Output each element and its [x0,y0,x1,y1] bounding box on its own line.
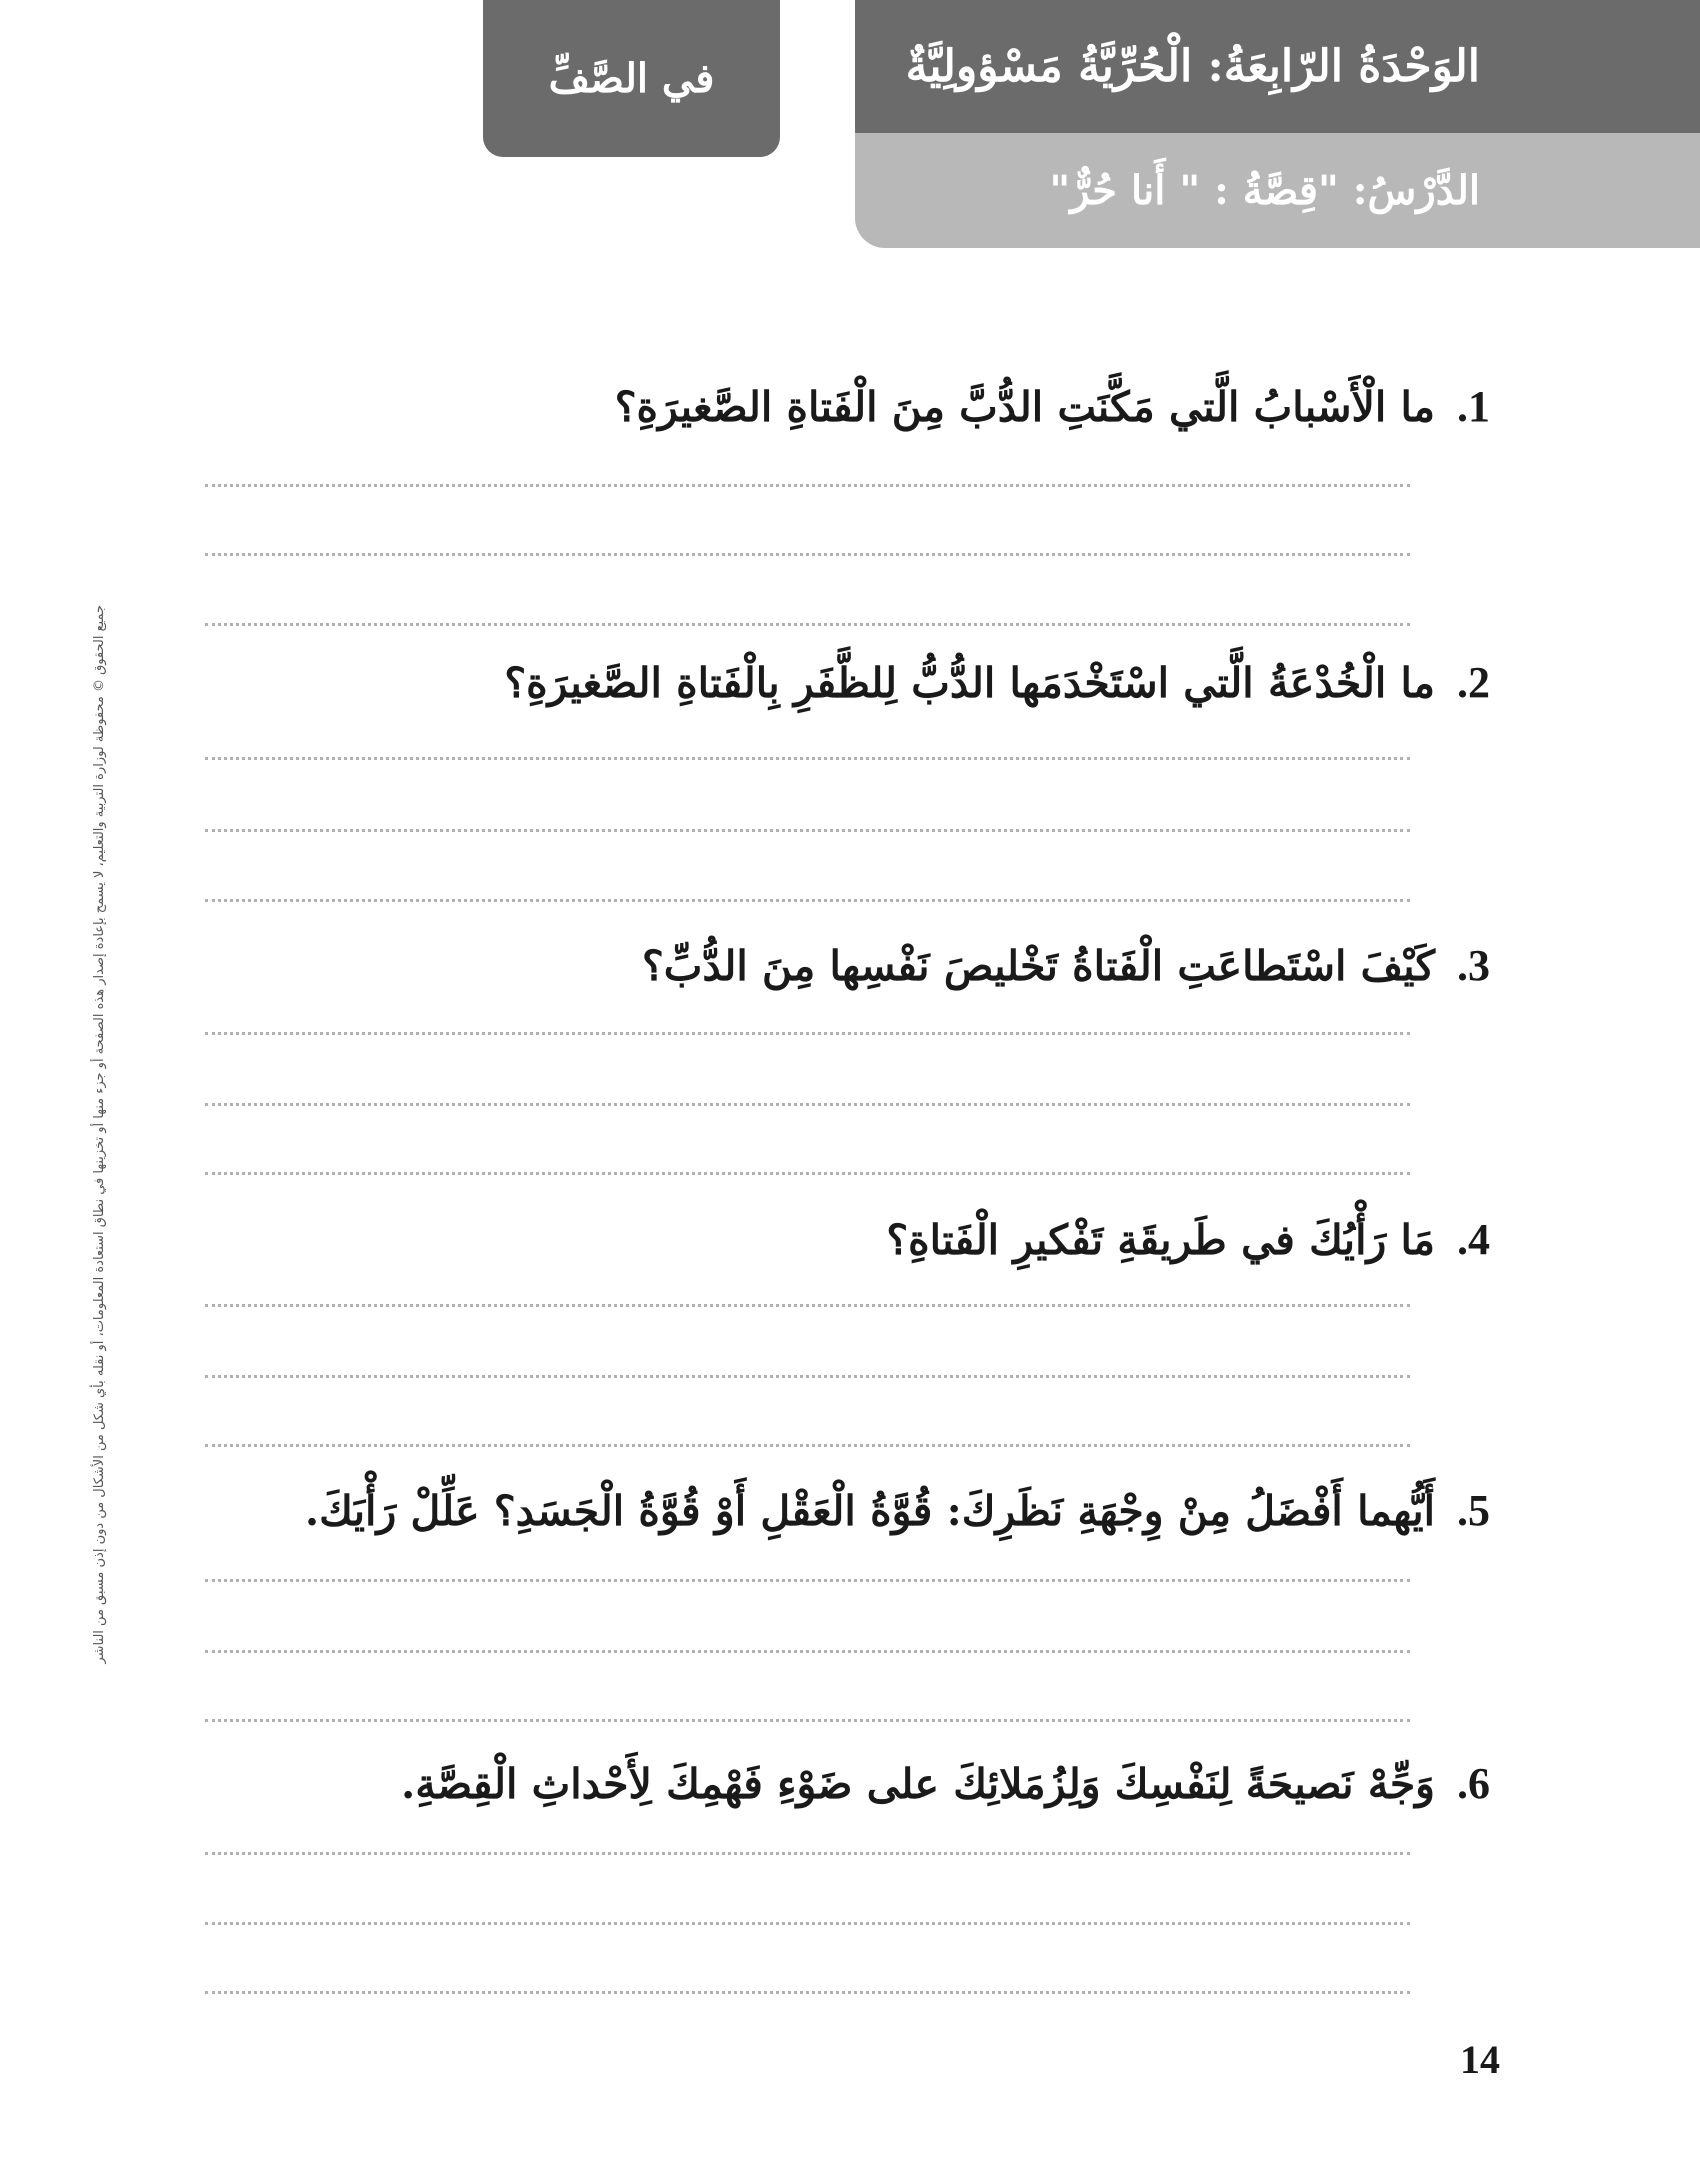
answer-line[interactable] [205,757,1410,760]
answer-line[interactable] [205,484,1410,487]
answer-line[interactable] [205,1650,1410,1653]
question-text: أَيُّهما أَفْضَلُ مِنْ وِجْهَةِ نَظَرِكَ: قُوَّةُ الْعَقْلِ أَوْ قُوَّةُ الْجَسَدِ؟ عَلِّلْ رَأْيَكَ. [304,1487,1435,1535]
question-text: ما الْخُدْعَةُ الَّتي اسْتَخْدَمَها الدُّبُّ لِلظَّفَرِ بِالْفَتاةِ الصَّغيرَةِ؟ [504,659,1435,707]
answer-line[interactable] [205,1922,1410,1925]
lesson-title-bar [855,133,1700,248]
answer-line[interactable] [205,1719,1410,1722]
answer-line[interactable] [205,1172,1410,1175]
page-number: 14 [1460,2037,1500,2082]
unit-title-bar [855,0,1700,133]
page-header [855,0,1700,248]
class-tab-label: في الصَّفِّ [548,55,715,102]
answer-line[interactable] [205,553,1410,556]
answer-line[interactable] [205,1444,1410,1447]
unit-title: الوَحْدَةُ الرّابِعَةُ: الْحُرِّيَّةُ مَسْؤولِيَّةٌ [905,41,1480,92]
question-number: 5. [1457,1486,1490,1535]
question-number: 6. [1457,1759,1490,1808]
question-text: مَا رَأْيُكَ في طَريقَةِ تَفْكيرِ الْفَتاةِ؟ [886,1216,1435,1264]
question-5 [200,1481,1490,1541]
class-tab [483,0,780,157]
answer-line[interactable] [205,1375,1410,1378]
question-3 [200,936,1490,996]
answer-line[interactable] [205,1991,1410,1994]
answer-line[interactable] [205,1852,1410,1855]
question-number: 4. [1457,1215,1490,1264]
lesson-title: الدَّرْسُ: "قِصَّةُ : " أَنا حُرٌّ" [1049,167,1480,214]
question-text: وَجِّهْ نَصيحَةً لِنَفْسِكَ وَلِزُمَلائِكَ على ضَوْءِ فَهْمِكَ لِأَحْداثِ الْقِصَّةِ. [400,1760,1435,1808]
copyright-note: جميع الحقوق © محفوظة لوزارة التربية والتعليم، لا يسمح بإعادة إصدار هذه الصفحة أو جزء منها أو تخزينها في نطاق استعادة المعلومات، أو نقله بأي شكل من الأشكال من دون إذن مسبق من الناشر [92,605,107,1664]
answer-line[interactable] [205,1304,1410,1307]
answer-line[interactable] [205,1103,1410,1106]
question-1 [200,377,1490,437]
answer-line[interactable] [205,1032,1410,1035]
answer-line[interactable] [205,899,1410,902]
question-number: 2. [1457,658,1490,707]
answer-line[interactable] [205,1579,1410,1582]
question-4 [200,1210,1490,1270]
question-2 [200,653,1490,713]
question-text: كَيْفَ اسْتَطاعَتِ الْفَتاةُ تَخْليصَ نَفْسِها مِنَ الدُّبِّ؟ [641,942,1435,990]
answer-line[interactable] [205,623,1410,626]
question-text: ما الْأَسْبابُ الَّتي مَكَّنَتِ الدُّبَّ مِنَ الْفَتاةِ الصَّغيرَةِ؟ [614,383,1435,431]
question-number: 3. [1457,941,1490,990]
answer-line[interactable] [205,829,1410,832]
question-number: 1. [1457,382,1490,431]
question-6 [200,1754,1490,1814]
